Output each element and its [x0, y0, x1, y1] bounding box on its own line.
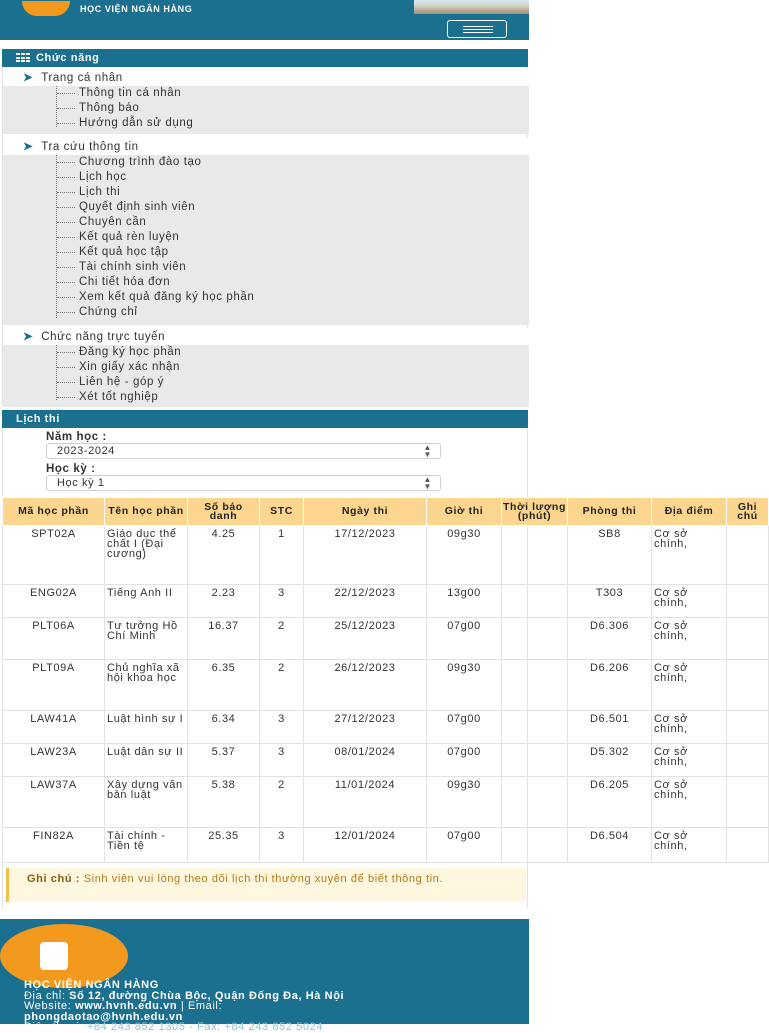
year-select-value: 2023-2024	[57, 445, 116, 457]
col-candidate-number: Số báo danh	[188, 498, 260, 526]
menu-item-contact-feedback[interactable]: Liên hệ - góp ý	[3, 375, 529, 390]
cell-time: 07g00	[427, 711, 502, 744]
term-select[interactable]	[46, 475, 441, 491]
cell-code: PLT09A	[3, 660, 105, 711]
cell-sbd: 6.34	[188, 711, 260, 744]
chevron-right-icon: ➤	[23, 331, 34, 343]
cell-duration	[502, 660, 568, 711]
table-row	[3, 526, 769, 585]
col-duration: Thời lượng (phút)	[502, 498, 568, 526]
grid-icon	[16, 53, 30, 62]
cell-stc: 2	[260, 618, 304, 660]
cell-time: 09g30	[427, 660, 502, 711]
menu-item-personal-info[interactable]: Thông tin cá nhân	[3, 86, 529, 101]
menu-item-invoice-details[interactable]: Chi tiết hóa đơn	[3, 275, 529, 290]
menu-group-online[interactable]	[3, 328, 529, 346]
table-header-row	[3, 498, 769, 526]
book-icon	[40, 942, 68, 970]
menu-item-confirmation-request[interactable]: Xin giấy xác nhận	[3, 360, 529, 375]
menu-item-exam-schedule[interactable]: Lịch thi	[3, 185, 529, 200]
cell-stc: 3	[260, 711, 304, 744]
menu-item-certificates[interactable]: Chứng chỉ	[3, 305, 529, 320]
cell-time: 13g00	[427, 585, 502, 618]
cell-room: D6.306	[568, 618, 652, 660]
cell-note	[727, 660, 769, 711]
menu-sublist-online	[3, 345, 529, 407]
cell-stc: 3	[260, 585, 304, 618]
cell-name: Chủ nghĩa xã hội khoa học	[105, 660, 188, 711]
cell-room: SB8	[568, 526, 652, 585]
cell-stc: 3	[260, 828, 304, 863]
address-label: Địa chỉ:	[24, 989, 66, 1002]
logo[interactable]	[22, 1, 70, 16]
footer-title: HỌC VIỆN NGÂN HÀNG	[24, 979, 159, 991]
email-label: | Email:	[180, 1000, 223, 1012]
term-select-value: Học kỳ 1	[57, 477, 105, 489]
cell-sbd: 2.23	[188, 585, 260, 618]
table-row	[3, 660, 769, 711]
cell-date: 12/01/2024	[304, 828, 427, 863]
select-arrows-icon: ▲ ▼	[423, 475, 432, 491]
cell-name: Tiếng Anh II	[105, 585, 188, 618]
address-value: Số 12, đường Chùa Bộc, Quận Đống Đa, Hà Nội	[69, 989, 345, 1002]
menu-item-curriculum[interactable]: Chương trình đào tạo	[3, 155, 529, 170]
site-footer	[0, 919, 529, 1033]
menu-item-class-schedule[interactable]: Lịch học	[3, 170, 529, 185]
menu-item-academic-results[interactable]: Kết quả học tập	[3, 245, 529, 260]
phone-value: +84 243 852 1305 - Fax: +84 243 852 5024	[86, 1021, 324, 1033]
table-row	[3, 711, 769, 744]
cell-sbd: 5.37	[188, 744, 260, 777]
brand-name: HỌC VIỆN NGÂN HÀNG	[80, 4, 193, 14]
col-room: Phòng thi	[568, 498, 652, 526]
cell-note	[727, 618, 769, 660]
note-label: Ghi chú :	[27, 873, 81, 885]
cell-time: 07g00	[427, 618, 502, 660]
cell-duration	[502, 618, 568, 660]
cell-place: Cơ sở chính,	[652, 585, 727, 618]
menu-sublist-lookup	[3, 155, 529, 325]
hamburger-icon-bar	[463, 32, 493, 33]
menu-sublist-personal	[3, 86, 529, 134]
menu-group-lookup[interactable]	[3, 138, 529, 156]
menu-item-attendance[interactable]: Chuyên cần	[3, 215, 529, 230]
cell-stc: 2	[260, 660, 304, 711]
cell-stc: 1	[260, 526, 304, 585]
cell-date: 25/12/2023	[304, 618, 427, 660]
menu-item-student-decisions[interactable]: Quyết định sinh viên	[3, 200, 529, 215]
cell-duration	[502, 777, 568, 828]
chevron-right-icon: ➤	[23, 72, 34, 84]
menu-panel-header	[2, 49, 528, 67]
cell-time: 09g30	[427, 526, 502, 585]
cell-note	[727, 777, 769, 828]
cell-time: 07g00	[427, 828, 502, 863]
cell-name: Tài chính - Tiền tệ	[105, 828, 188, 863]
menu-item-notifications[interactable]: Thông báo	[3, 101, 529, 116]
col-credits: STC	[260, 498, 304, 526]
cell-place: Cơ sở chính,	[652, 618, 727, 660]
cell-code: SPT02A	[3, 526, 105, 585]
cell-name: Luật hình sự I	[105, 711, 188, 744]
exam-note	[6, 868, 526, 902]
cell-name: Giáo dục thể chất I (Đại cương)	[105, 526, 188, 585]
hamburger-menu-button[interactable]	[447, 20, 507, 38]
cell-code: LAW41A	[3, 711, 105, 744]
cell-sbd: 25.35	[188, 828, 260, 863]
function-menu	[2, 67, 528, 406]
cell-code: ENG02A	[3, 585, 105, 618]
table-row	[3, 777, 769, 828]
menu-group-personal[interactable]	[3, 69, 529, 87]
cell-code: LAW37A	[3, 777, 105, 828]
cell-note	[727, 828, 769, 863]
cell-date: 22/12/2023	[304, 585, 427, 618]
cell-time: 07g00	[427, 744, 502, 777]
footer-phone-line	[24, 1022, 344, 1033]
site-header	[0, 0, 529, 40]
cell-place: Cơ sở chính,	[652, 744, 727, 777]
menu-item-student-finance[interactable]: Tài chính sinh viên	[3, 260, 529, 275]
cell-duration	[502, 828, 568, 863]
cell-stc: 2	[260, 777, 304, 828]
cell-note	[727, 744, 769, 777]
cell-code: LAW23A	[3, 744, 105, 777]
exam-panel-header	[2, 410, 528, 428]
cell-room: D5.302	[568, 744, 652, 777]
cell-note	[727, 526, 769, 585]
hamburger-icon	[463, 26, 493, 27]
cell-name: Tư tưởng Hồ Chí Minh	[105, 618, 188, 660]
menu-item-training-results[interactable]: Kết quả rèn luyện	[3, 230, 529, 245]
cell-stc: 3	[260, 744, 304, 777]
phone-label: Điện thoại:	[24, 1021, 84, 1033]
header-banner-image	[414, 0, 529, 14]
menu-group-label: Chức năng trực tuyến	[41, 331, 166, 343]
year-label: Năm học :	[46, 431, 107, 443]
cell-code: PLT06A	[3, 618, 105, 660]
chevron-right-icon: ➤	[23, 141, 34, 153]
cell-room: D6.504	[568, 828, 652, 863]
cell-date: 08/01/2024	[304, 744, 427, 777]
cell-room: D6.501	[568, 711, 652, 744]
cell-date: 11/01/2024	[304, 777, 427, 828]
col-location: Địa điểm	[652, 498, 727, 526]
cell-name: Luật dân sự II	[105, 744, 188, 777]
col-notes: Ghi chú	[727, 498, 769, 526]
menu-item-user-guide[interactable]: Hướng dẫn sử dụng	[3, 116, 529, 131]
cell-duration	[502, 711, 568, 744]
menu-item-registration-results[interactable]: Xem kết quả đăng ký học phần	[3, 290, 529, 305]
table-row	[3, 744, 769, 777]
cell-duration	[502, 744, 568, 777]
table-row	[3, 585, 769, 618]
table-row	[3, 618, 769, 660]
menu-item-course-registration[interactable]: Đăng ký học phần	[3, 345, 529, 360]
cell-date: 17/12/2023	[304, 526, 427, 585]
col-exam-date: Ngày thi	[304, 498, 427, 526]
footer-info	[24, 980, 344, 1033]
cell-name: Xây dựng văn bản luật	[105, 777, 188, 828]
cell-place: Cơ sở chính,	[652, 660, 727, 711]
exam-panel-title: Lịch thi	[16, 413, 60, 425]
cell-note	[727, 711, 769, 744]
exam-schedule-table	[2, 497, 769, 863]
cell-place: Cơ sở chính,	[652, 828, 727, 863]
cell-sbd: 5.38	[188, 777, 260, 828]
website-link[interactable]: www.hvnh.edu.vn	[75, 1000, 178, 1012]
hamburger-icon-bar	[463, 29, 493, 30]
cell-date: 26/12/2023	[304, 660, 427, 711]
cell-sbd: 4.25	[188, 526, 260, 585]
cell-room: T303	[568, 585, 652, 618]
year-select[interactable]	[46, 443, 441, 459]
cell-time: 09g30	[427, 777, 502, 828]
menu-panel-title: Chức năng	[36, 52, 100, 64]
cell-sbd: 6.35	[188, 660, 260, 711]
cell-duration	[502, 585, 568, 618]
col-exam-time: Giờ thi	[427, 498, 502, 526]
cell-note	[727, 585, 769, 618]
col-course-code: Mã học phần	[3, 498, 105, 526]
footer-website-line	[24, 1001, 344, 1012]
email-link[interactable]: phongdaotao@hvnh.edu.vn	[24, 1010, 183, 1023]
table-row	[3, 828, 769, 863]
select-arrows-icon: ▲ ▼	[423, 443, 432, 459]
cell-place: Cơ sở chính,	[652, 526, 727, 585]
cell-date: 27/12/2023	[304, 711, 427, 744]
term-label: Học kỳ :	[46, 463, 96, 475]
menu-group-label: Tra cứu thông tin	[41, 141, 139, 153]
cell-place: Cơ sở chính,	[652, 777, 727, 828]
note-text: Sinh viên vui lòng theo dõi lịch thi thường xuyên để biết thông tin.	[83, 873, 444, 885]
cell-room: D6.206	[568, 660, 652, 711]
col-course-name: Tên học phần	[105, 498, 188, 526]
cell-code: FIN82A	[3, 828, 105, 863]
website-label: Website:	[24, 1000, 72, 1012]
cell-room: D6.205	[568, 777, 652, 828]
menu-group-label: Trang cá nhân	[41, 72, 123, 84]
cell-place: Cơ sở chính,	[652, 711, 727, 744]
cell-sbd: 16.37	[188, 618, 260, 660]
cell-duration	[502, 526, 568, 585]
menu-item-graduation-review[interactable]: Xét tốt nghiệp	[3, 390, 529, 405]
